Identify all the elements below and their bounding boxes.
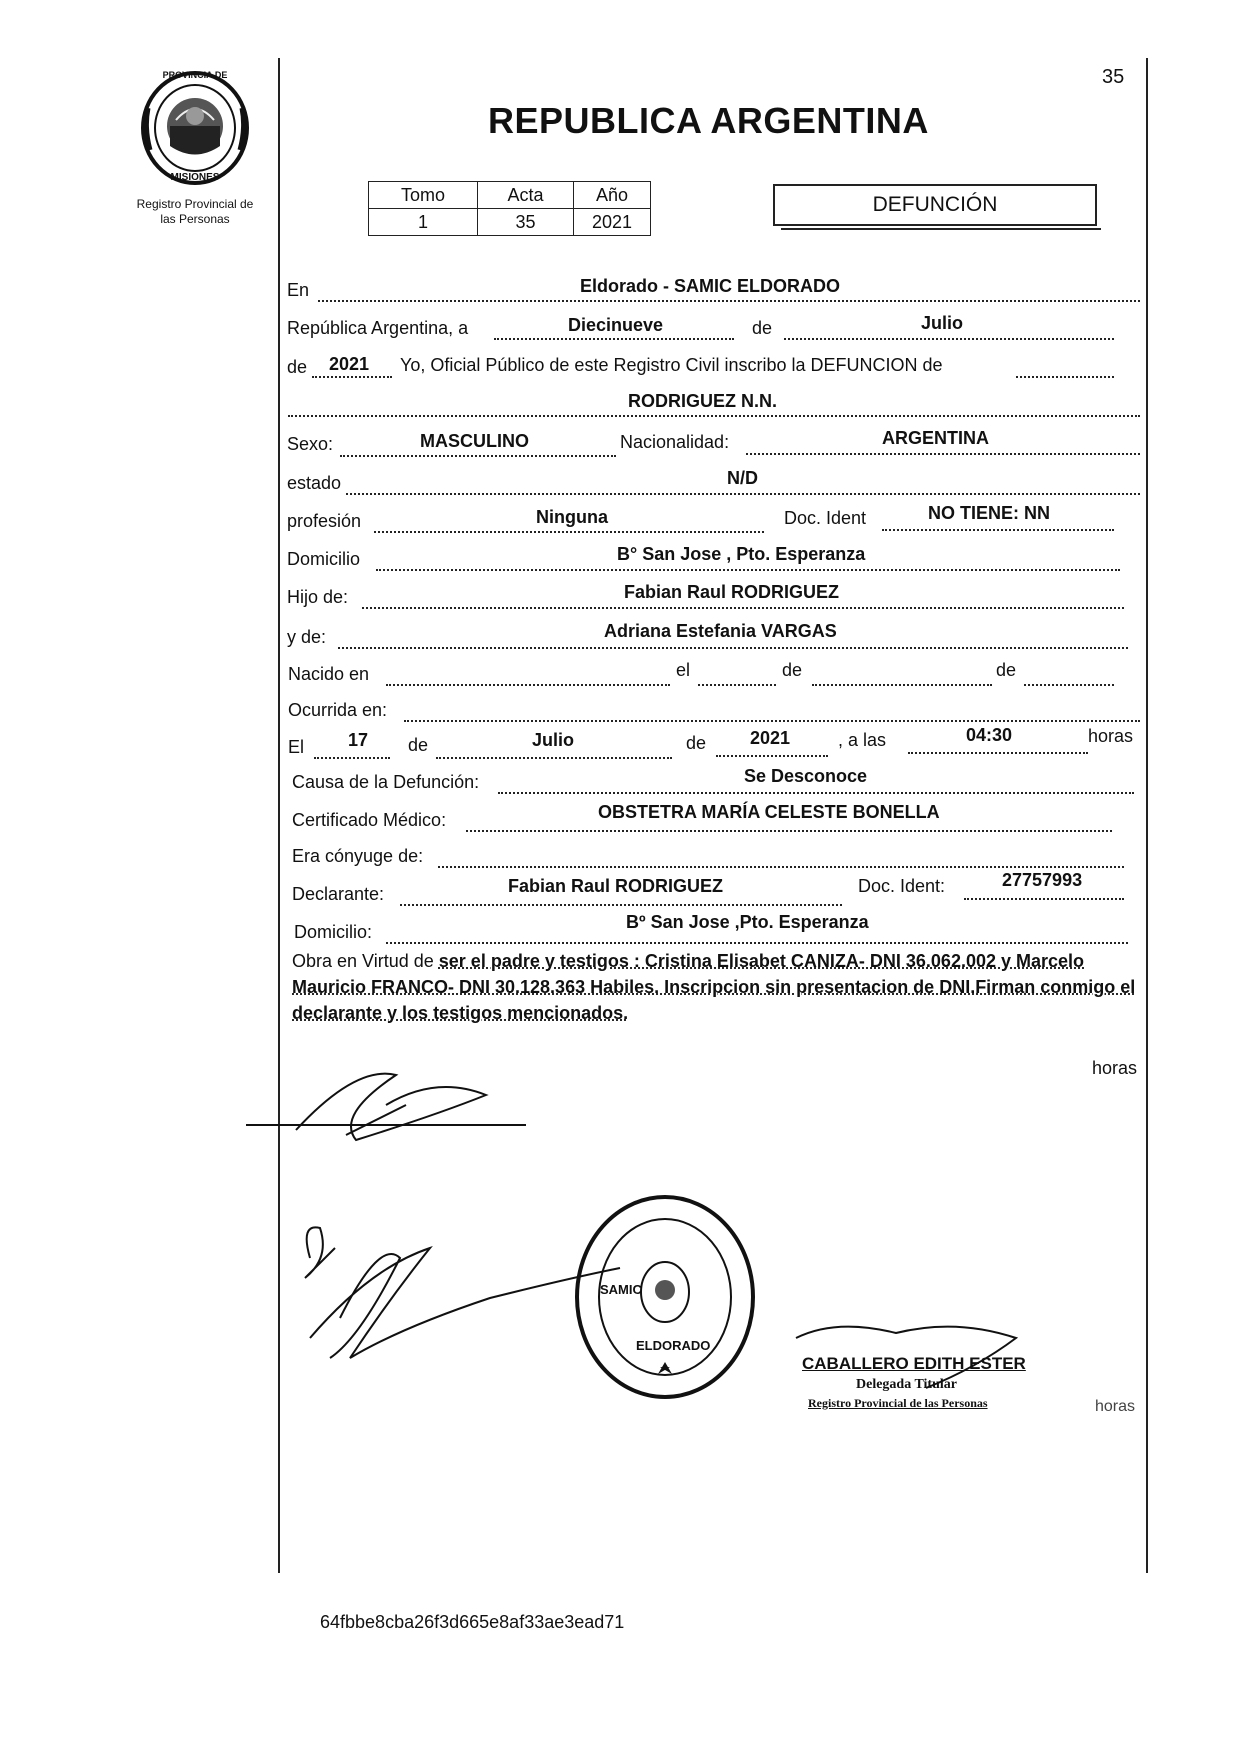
official-stamp xyxy=(570,1192,760,1402)
seal-text-top: PROVINCIA DE xyxy=(162,70,228,80)
death-time: 04:30 xyxy=(966,725,1013,745)
certificado-dots xyxy=(466,830,1112,832)
death-year: 2021 xyxy=(750,728,791,748)
day-dots xyxy=(494,338,734,340)
y-de-label: y de: xyxy=(287,627,327,647)
anio-value: 2021 xyxy=(574,209,651,236)
seal-text-bottom: MISIONES xyxy=(170,172,220,183)
page-number: 35 xyxy=(1102,66,1125,88)
el-month-dots xyxy=(436,757,672,759)
causa-dots xyxy=(498,792,1134,794)
delegate-horas: horas xyxy=(1095,1398,1136,1415)
causa-value: Se Desconoce xyxy=(744,766,868,786)
el-day-dots xyxy=(314,757,390,759)
horas-label: horas xyxy=(1088,726,1134,746)
registry-caption-line2: las Personas xyxy=(160,212,230,226)
tomo-value: 1 xyxy=(369,209,478,236)
el-de-label-1: de xyxy=(408,735,429,755)
acta-header: Acta xyxy=(478,182,574,209)
profesion-value: Ninguna xyxy=(536,507,608,527)
conyuge-dots xyxy=(438,866,1124,868)
en-label: En xyxy=(287,280,310,300)
domicilio-label: Domicilio xyxy=(287,549,361,569)
doc-ident-value: NO TIENE: NN xyxy=(928,503,1051,523)
ocurrida-en-dots xyxy=(404,720,1140,722)
place-of-death: Eldorado - SAMIC ELDORADO xyxy=(580,276,840,296)
nacionalidad-dots xyxy=(746,453,1140,455)
obra-en-virtud-paragraph xyxy=(292,948,1152,1026)
nacido-el-label: el xyxy=(676,660,691,680)
nacido-de-label-1: de xyxy=(782,660,803,680)
nacido-en-label: Nacido en xyxy=(288,664,370,684)
nacido-de-dots-2 xyxy=(1024,684,1114,686)
domicilio-value: B° San Jose , Pto. Esperanza xyxy=(617,544,866,564)
domicilio2-dots xyxy=(386,942,1128,944)
right-margin-rule xyxy=(1146,58,1148,1573)
certificado-value: OBSTETRA MARÍA CELESTE BONELLA xyxy=(598,802,940,822)
year-dots xyxy=(312,376,392,378)
delegate-name: CABALLERO EDITH ESTER xyxy=(802,1354,1026,1373)
right-margin-horas: horas xyxy=(1092,1058,1138,1078)
provincial-seal xyxy=(136,68,254,186)
death-day: 17 xyxy=(348,730,369,750)
profesion-dots xyxy=(374,531,764,533)
stamp-city: ELDORADO xyxy=(636,1338,711,1353)
anio-header: Año xyxy=(574,182,651,209)
obra-text: ser el padre y testigos : Cristina Elisabet CANIZA- DNI 36.062.002 y Marcelo Mauricio FRANCO- DNI 30.128.363 Habiles. Inscripcion sin presentacion de DNI.Firman conmigo el declarante y los testigos mencionados. xyxy=(292,951,1136,1023)
en-dots xyxy=(318,300,1140,302)
doc-ident-label: Doc. Ident xyxy=(784,508,867,528)
nacido-de-label-2: de xyxy=(996,660,1017,680)
conyuge-label: Era cónyuge de: xyxy=(292,846,424,866)
a-las-label: , a las xyxy=(838,730,887,750)
reference-value-row xyxy=(369,209,651,236)
mother-name: Adriana Estefania VARGAS xyxy=(604,621,837,641)
day-in-words: Diecinueve xyxy=(568,315,664,335)
record-type-box xyxy=(773,184,1097,226)
el-year-dots xyxy=(716,755,828,757)
el-de-label-2: de xyxy=(686,733,707,753)
sexo-dots xyxy=(340,455,616,457)
statement-dots xyxy=(1016,376,1114,378)
time-dots xyxy=(908,752,1088,754)
reference-header-row xyxy=(369,182,651,209)
el-label: El xyxy=(288,737,305,757)
nacionalidad-label: Nacionalidad: xyxy=(620,432,730,452)
de-label-2: de xyxy=(287,357,308,377)
nacido-en-dots xyxy=(386,684,670,686)
declarante-signature xyxy=(236,1055,536,1175)
acta-value: 35 xyxy=(478,209,574,236)
registry-caption xyxy=(115,197,275,227)
obra-prefix: Obra en Virtud de xyxy=(292,951,434,971)
nacionalidad-value: ARGENTINA xyxy=(882,428,989,448)
delegate-office: Registro Provincial de las Personas xyxy=(808,1396,988,1410)
declarante-doc-dots xyxy=(964,898,1124,900)
republica-label: República Argentina, a xyxy=(287,318,469,338)
declarante-label: Declarante: xyxy=(292,884,385,904)
name-dots xyxy=(288,415,1140,417)
year: 2021 xyxy=(329,354,370,374)
reference-table xyxy=(368,181,651,236)
sexo-label: Sexo: xyxy=(287,434,334,454)
death-month: Julio xyxy=(532,730,575,750)
month-dots xyxy=(784,338,1114,340)
left-margin-rule xyxy=(278,58,280,1573)
document-hash: 64fbbe8cba26f3d665e8af33ae3ead71 xyxy=(320,1612,625,1632)
profesion-label: profesión xyxy=(287,511,362,531)
hijo-de-dots xyxy=(362,607,1124,609)
delegate-role: Delegada Titular xyxy=(856,1377,957,1392)
stamp-inner-text: SAMIC xyxy=(600,1282,642,1297)
registration-statement: Yo, Oficial Público de este Registro Civil inscribo la DEFUNCION de xyxy=(400,355,943,375)
tomo-header: Tomo xyxy=(369,182,478,209)
page-title: REPUBLICA ARGENTINA xyxy=(488,100,929,141)
declarante-value: Fabian Raul RODRIGUEZ xyxy=(508,876,724,896)
declarante-doc-label: Doc. Ident: xyxy=(858,876,946,896)
deceased-name: RODRIGUEZ N.N. xyxy=(628,391,778,411)
declarante-doc-value: 27757993 xyxy=(1002,870,1083,890)
causa-label: Causa de la Defunción: xyxy=(292,772,480,792)
domicilio2-value: Bº San Jose ,Pto. Esperanza xyxy=(626,912,869,932)
ocurrida-en-label: Ocurrida en: xyxy=(288,700,388,720)
nacido-de-dots-1 xyxy=(812,684,992,686)
y-de-dots xyxy=(338,647,1128,649)
estado-label: estado xyxy=(287,473,342,493)
de-label-1: de xyxy=(752,318,773,338)
domicilio-dots xyxy=(376,569,1120,571)
certificado-label: Certificado Médico: xyxy=(292,810,447,830)
doc-ident-dots xyxy=(882,529,1114,531)
record-type-label: DEFUNCIÓN xyxy=(872,193,998,216)
month: Julio xyxy=(921,313,964,333)
estado-value: N/D xyxy=(727,468,758,488)
sexo-value: MASCULINO xyxy=(420,431,529,451)
domicilio2-label: Domicilio: xyxy=(294,922,373,942)
declarante-dots xyxy=(400,904,842,906)
father-name: Fabian Raul RODRIGUEZ xyxy=(624,582,840,602)
estado-dots xyxy=(346,493,1140,495)
hijo-de-label: Hijo de: xyxy=(287,587,349,607)
registry-caption-line1: Registro Provincial de xyxy=(136,197,254,211)
nacido-el-dots xyxy=(698,684,776,686)
